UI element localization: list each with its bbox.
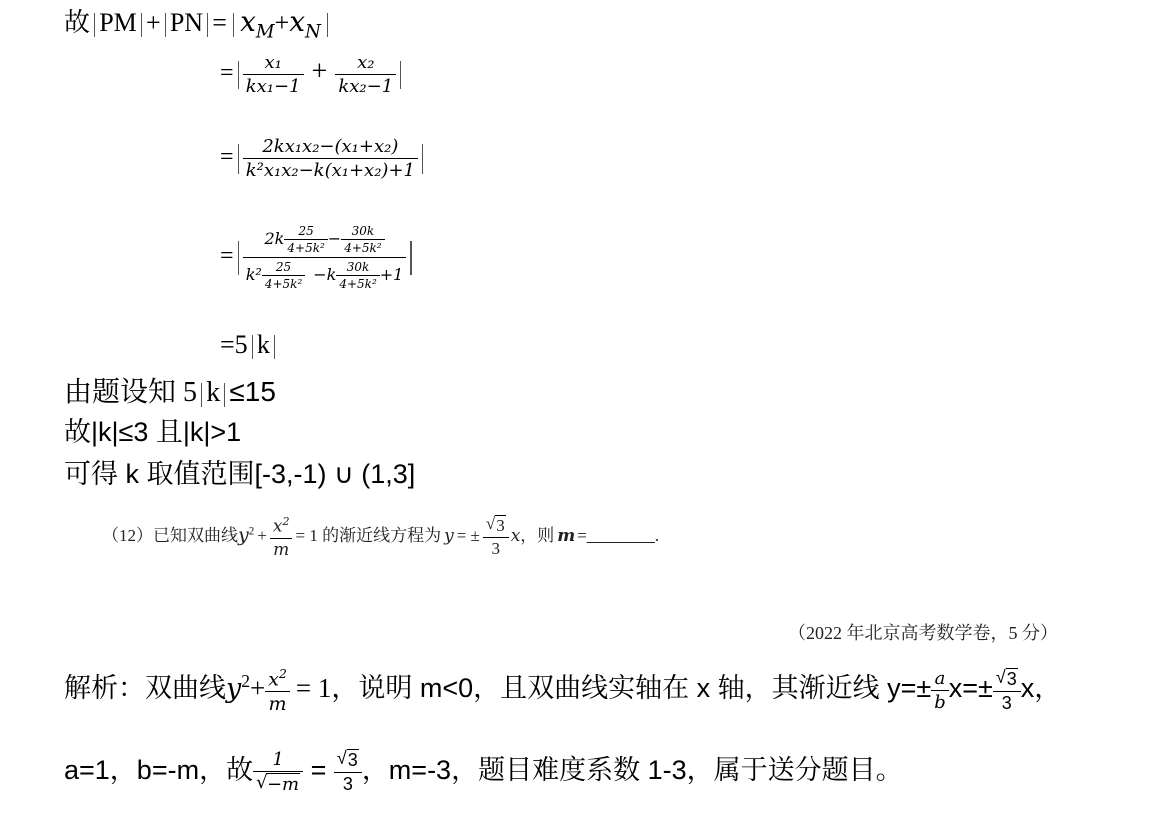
eq-line-4 [220,224,416,291]
abs-bar [238,241,239,275]
abs-bar [410,241,411,275]
eq-line-5 [220,330,279,360]
fraction-big: 2k $\frac{25}{\text{4+5k²}}$ − $\frac{30k}{\text{4+5k²}}$ k² $\frac{25}{\text{4+5k²}}$ −k $\frac{30k}{\text{4+5k²}}$ +1 [243,224,407,291]
text-pm: PM [99,8,137,37]
text-eq: = [220,144,234,171]
var-k: k [256,330,270,359]
var-x: x [240,5,256,38]
text-le15: ≤15 [229,376,276,407]
text-eq: = [212,8,227,37]
abs-bar [252,335,253,359]
abs-bar [327,13,328,37]
text-eq: = [220,60,234,87]
abs-bar [238,144,239,174]
abs-bar [201,383,202,407]
sub-m: M [255,21,275,43]
text-plus: + [145,8,161,37]
abs-bar [274,335,275,359]
abs-bar [233,13,234,37]
source-note: （2022 年北京高考数学卷，5 分） [788,623,1058,643]
abs-bar [207,13,208,37]
abs-bar [224,383,225,407]
text-condition: 由题设知 5 [64,377,198,408]
text-gu: 故 [64,8,91,37]
text-plus: + [274,8,290,37]
text-plus: + [311,56,328,88]
abs-bar [94,13,95,37]
fraction-main: $\frac{\text{2kx₁x₂−(x₁+x₂)}}{\text{k²x₁x₂−k(x₁+x₂)+1}}$ [243,136,418,181]
text-pn: PN [169,8,204,37]
text-eq5: =5 [220,330,248,359]
text-eq: = [220,243,234,270]
abs-bar [238,61,239,89]
fraction-2: $\frac{\text{x₂}}{\text{kx₂−1}}$ [335,52,396,97]
answer-blank: ________ [586,526,655,546]
var-k: k [206,377,221,408]
abs-bar [422,144,423,174]
var-x: x [289,5,306,38]
analysis-line-2: a=1，b=-m，故 1 √ −m = √ $\frac{3}{3}$ ，m=-3，题目难度系数 1-3，属于送分题目。 [64,748,903,795]
eq-line-3 [220,136,427,181]
eq-line-6 [64,370,276,410]
eq-line-7: 故|k|≤3 且|k|>1 [64,417,242,447]
problem-statement: （12）已知双曲线$y^2$ + $\frac{x^2}{m}$ = 1 的渐近线方程为 y = ± √ $\frac{3}{3}$ x，则 m =________. [102,515,659,560]
abs-bar [400,61,401,89]
analysis-line-1: 解析：双曲线$y^2+$ $\frac{x^2}{m}$ = 1，说明 m<0，且双曲线实轴在 x 轴，其渐近线 y=± $\frac{a}{b}$ x=± √ $\frac{3}{3}$ x， [64,666,1061,715]
abs-bar [141,13,142,37]
eq-line-8: 可得 k 取值范围[-3,-1) ∪ (1,3] [64,459,416,489]
eq-line-1 [64,2,334,43]
fraction-1: $\frac{\text{x₁}}{\text{kx₁−1}}$ [243,52,304,97]
abs-bar [165,13,166,37]
eq-line-2 [220,52,405,97]
sub-n: N [305,21,321,43]
